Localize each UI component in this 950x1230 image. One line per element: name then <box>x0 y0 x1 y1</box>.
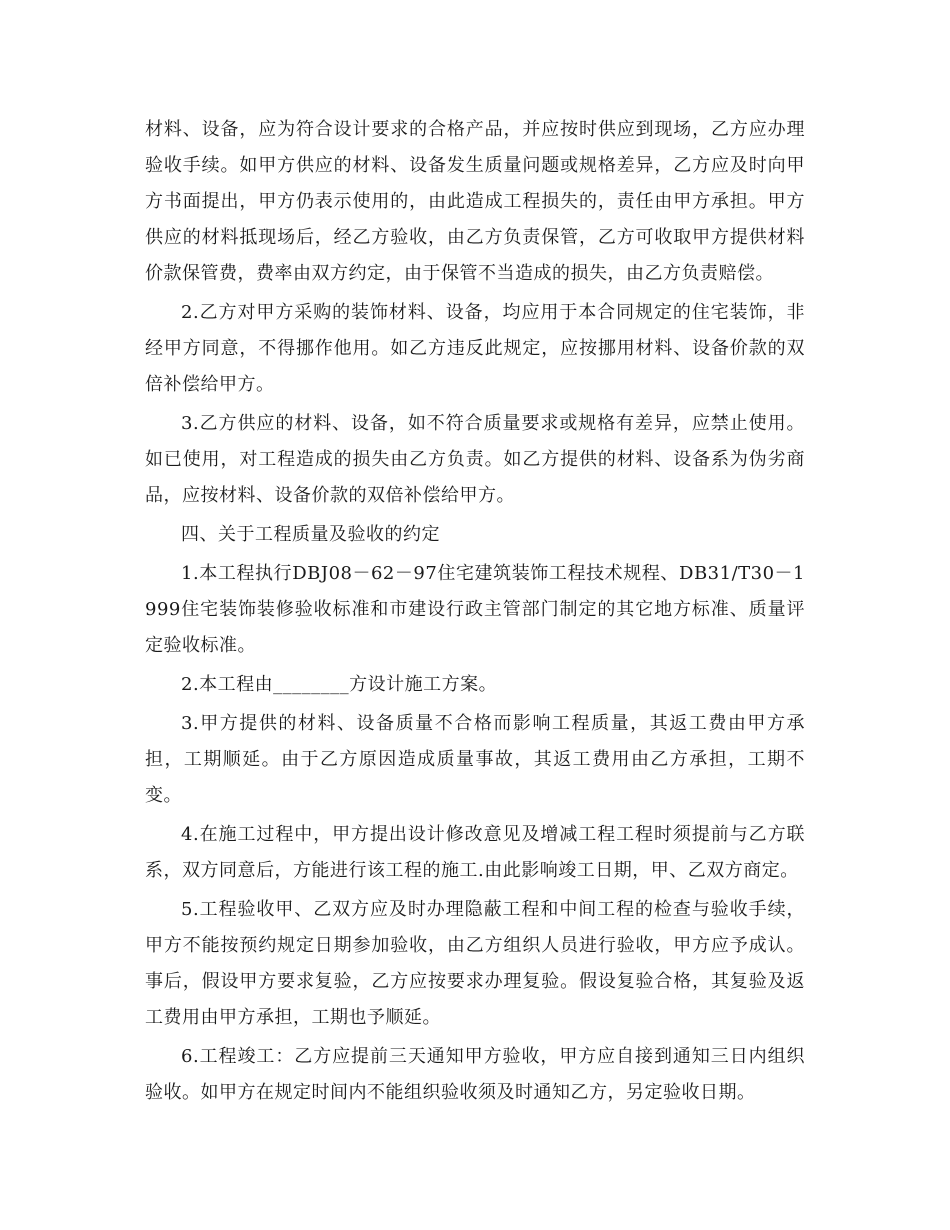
paragraph-clause-3-materials-quality: 3.乙方供应的材料、设备，如不符合质量要求或规格有差异，应禁止使用。如已使用，对工程造成的损失由乙方负责。如乙方提供的材料、设备系为伪劣商品，应按材料、设备价款的双倍补偿给甲方。 <box>145 413 805 506</box>
paragraph-clause-4-design-change: 4.在施工过程中，甲方提出设计修改意见及增减工程工程时须提前与乙方联系，双方同意后，方能进行该工程的施工.由此影响竣工日期，甲、乙双方商定。 <box>145 824 805 881</box>
paragraph-clause-2-design-party: 2.本工程由________方设计施工方案。 <box>181 674 498 695</box>
paragraph-materials-continued: 材料、设备，应为符合设计要求的合格产品，并应按时供应到现场，乙方应办理验收手续。如甲方供应的材料、设备发生质量问题或规格差异，乙方应及时向甲方书面提出，甲方仍表示使用的，由此造成工程损失的，责任由甲方承担。甲方供应的材料抵现场后，经乙方验收，由乙方负责保管，乙方可收取甲方提供材料价款保管费，费率由双方约定，由于保管不当造成的损失，由乙方负责赔偿。 <box>145 119 805 284</box>
paragraph-clause-6-completion: 6.工程竣工：乙方应提前三天通知甲方验收，甲方应自接到通知三日内组织验收。如甲方在规定时间内不能组织验收须及时通知乙方，另定验收日期。 <box>145 1046 805 1103</box>
section-heading-quality-acceptance: 四、关于工程质量及验收的约定 <box>181 524 440 545</box>
paragraph-clause-5-acceptance-procedure: 5.工程验收甲、乙双方应及时办理隐蔽工程和中间工程的检查与验收手续，甲方不能按预约规定日期参加验收，由乙方组织人员进行验收，甲方应予成认。事后，假设甲方要求复验，乙方应按要求办理复验。假设复验合格，其复验及返工费用由甲方承担，工期也予顺延。 <box>145 899 805 1028</box>
document-body <box>145 112 805 1114</box>
paragraph-clause-1-standards: 1.本工程执行DBJ08－62－97住宅建筑装饰工程技术规程、DB31/T30－1999住宅装饰装修验收标准和市建设行政主管部门制定的其它地方标准、质量评定验收标准。 <box>145 563 805 656</box>
paragraph-clause-3-rework-cost: 3.甲方提供的材料、设备质量不合格而影响工程质量，其返工费由甲方承担，工期顺延。由于乙方原因造成质量事故，其返工费用由乙方承担，工期不变。 <box>145 713 805 806</box>
paragraph-clause-2-materials-use: 2.乙方对甲方采购的装饰材料、设备，均应用于本合同规定的住宅装饰，非经甲方同意，不得挪作他用。如乙方违反此规定，应按挪用材料、设备价款的双倍补偿给甲方。 <box>145 302 805 395</box>
